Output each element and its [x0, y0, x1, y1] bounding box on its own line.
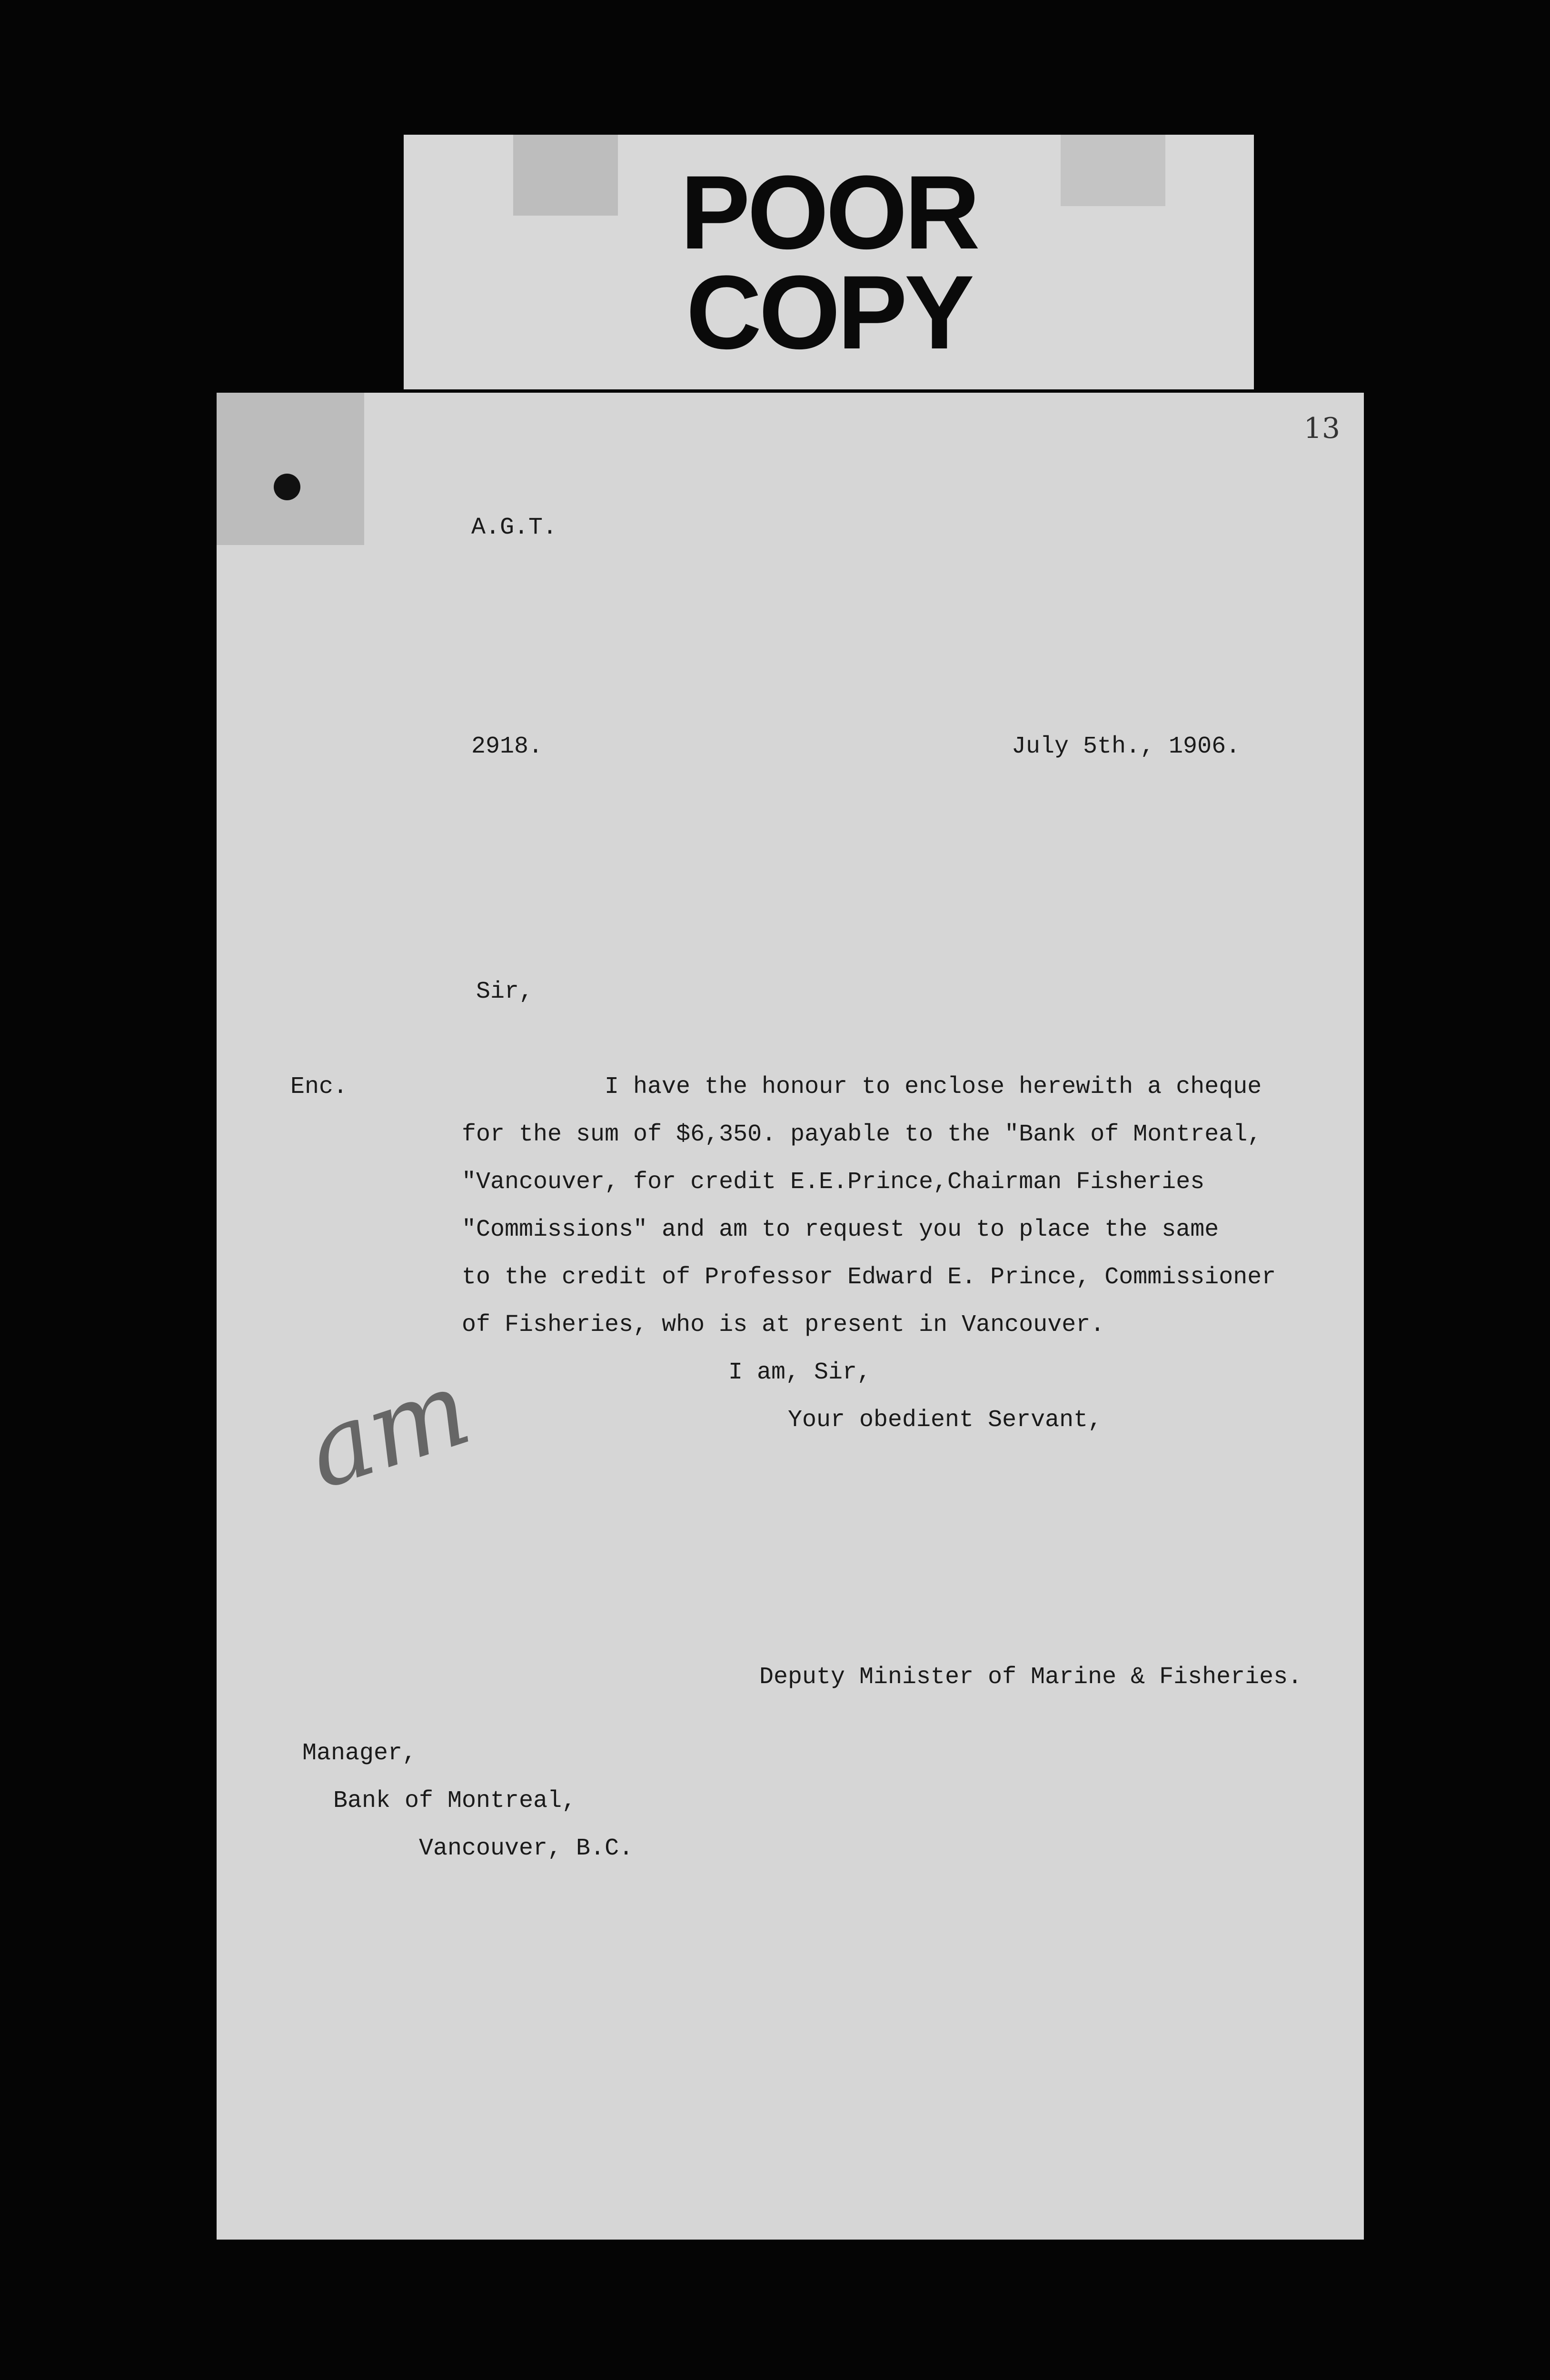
file-number: 2918. — [471, 733, 543, 760]
body-line: "Commissions" and am to request you to place the same — [462, 1216, 1219, 1243]
margin-note: Enc. — [290, 1073, 348, 1101]
tape-strip — [513, 135, 618, 216]
salutation: Sir, — [476, 978, 534, 1005]
closing-line: Your obedient Servant, — [788, 1407, 1103, 1434]
banner-line-2: COPY — [686, 253, 972, 371]
banner-line-1: POOR — [680, 153, 977, 271]
reference-code: A.G.T. — [471, 514, 557, 541]
closing-line: I am, Sir, — [728, 1359, 872, 1386]
letter-date: July 5th., 1906. — [1012, 733, 1241, 760]
body-line: I have the honour to enclose herewith a cheque — [605, 1073, 1262, 1101]
body-line: to the credit of Professor Edward E. Prince, Commissioner — [462, 1264, 1276, 1291]
tape-strip — [1061, 135, 1165, 206]
signature-title: Deputy Minister of Marine & Fisheries. — [759, 1664, 1302, 1691]
body-line: for the sum of $6,350. payable to the "Bank of Montreal, — [462, 1121, 1262, 1148]
body-line: "Vancouver, for credit E.E.Prince,Chairman Fisheries — [462, 1169, 1205, 1196]
letter-page — [217, 393, 1364, 2240]
punch-hole — [274, 474, 300, 500]
addressee-line: Bank of Montreal, — [333, 1787, 576, 1815]
body-line: of Fisheries, who is at present in Vancouver. — [462, 1311, 1105, 1339]
corner-tape — [217, 393, 364, 545]
page-number: 13 — [1303, 412, 1340, 445]
addressee-line: Vancouver, B.C. — [419, 1835, 634, 1862]
handwritten-initials: am — [292, 1346, 484, 1513]
addressee-line: Manager, — [302, 1740, 417, 1767]
poor-copy-banner — [404, 135, 1254, 389]
